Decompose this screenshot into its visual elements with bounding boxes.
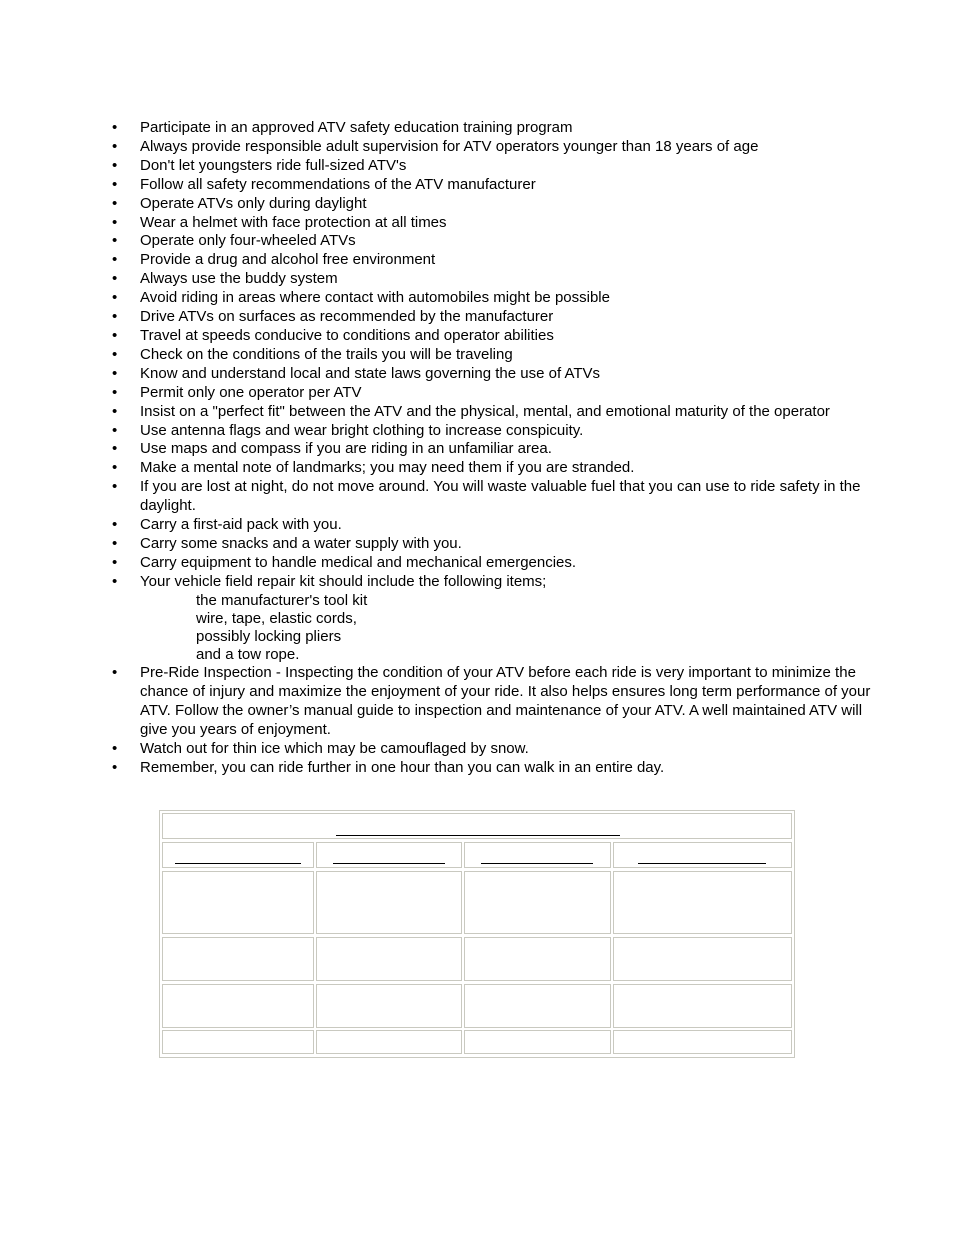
bullet-icon: • [112,478,118,496]
list-item-text: Operate only four-wheeled ATVs [140,232,356,250]
list-item [112,365,872,384]
list-item-text: Avoid riding in areas where contact with automobiles might be possible [140,289,610,307]
list-item [112,138,872,157]
header-underline [638,863,766,864]
header-underline [175,863,301,864]
list-item [112,573,872,665]
list-item [112,422,872,441]
bullet-icon: • [112,137,118,155]
safety-tips-list [112,119,872,778]
list-item [112,554,872,573]
list-item-text: Carry a first-aid pack with you. [140,516,342,534]
bullet-icon: • [112,740,118,758]
list-item [112,384,872,403]
list-item-text: Your vehicle field repair kit should include the following items; [140,572,547,590]
bullet-icon: • [112,326,118,344]
table-header-cell [613,842,792,868]
table-cell [464,984,611,1028]
repair-kit-item: and a tow rope. [196,646,300,664]
list-item [112,440,872,459]
list-item-text: Know and understand local and state laws governing the use of ATVs [140,364,601,382]
list-item [112,251,872,270]
table-cell [464,871,611,934]
bullet-icon: • [112,213,118,231]
bullet-icon: • [112,402,118,420]
bullet-icon: • [112,664,118,682]
bullet-icon: • [112,270,118,288]
list-item [112,346,872,365]
list-item [112,327,872,346]
table-cell [613,871,792,934]
header-underline [333,863,445,864]
empty-table [159,810,795,1058]
list-item-text: Carry some snacks and a water supply with you. [140,534,462,552]
table-cell [464,1030,611,1054]
bullet-icon: • [112,383,118,401]
list-item [112,535,872,554]
list-item-text: Insist on a "perfect fit" between the ATV and the physical, mental, and emotional maturity of the operator [140,402,830,420]
list-item [112,289,872,308]
table-cell [162,984,314,1028]
bullet-icon: • [112,516,118,534]
list-item-text: Permit only one operator per ATV [140,383,362,401]
list-item-text: Make a mental note of landmarks; you may need them if you are stranded. [140,459,635,477]
bullet-icon: • [112,251,118,269]
header-underline [481,863,593,864]
list-item [112,270,872,289]
list-item-text: Participate in an approved ATV safety education training program [140,119,573,136]
list-item [112,157,872,176]
bullet-icon: • [112,156,118,174]
list-item [112,459,872,478]
repair-kit-item: the manufacturer's tool kit [196,591,368,609]
list-item [112,119,872,138]
list-item [112,403,872,422]
list-item [112,195,872,214]
bullet-icon: • [112,232,118,250]
table-cell [162,937,314,981]
bullet-icon: • [112,194,118,212]
bullet-icon: • [112,308,118,326]
list-item-text: Pre-Ride Inspection - Inspecting the condition of your ATV before each ride is very important to minimize the chance of injury and maximize the enjoyment of your ride. It also helps ensures long term performance of your ATV. Follow the owner’s manual guide to inspection and maintenance of your ATV. A well maintained ATV will give you years of enjoyment. [140,664,871,739]
list-item-text: Operate ATVs only during daylight [140,194,367,212]
table-header-cell [464,842,611,868]
table-cell [464,937,611,981]
list-item [112,308,872,327]
bullet-icon: • [112,289,118,307]
list-item-text: Remember, you can ride further in one hour than you can walk in an entire day. [140,759,665,776]
title-underline [336,835,620,836]
list-item-text: Follow all safety recommendations of the ATV manufacturer [140,175,536,193]
list-item [112,176,872,195]
list-item-text: Use maps and compass if you are riding in an unfamiliar area. [140,440,552,458]
list-item-text: Check on the conditions of the trails you will be traveling [140,345,513,363]
list-item-text: Carry equipment to handle medical and mechanical emergencies. [140,553,577,571]
table-cell [316,871,462,934]
table-cell [613,1030,792,1054]
bullet-icon: • [112,759,118,776]
table-cell [316,937,462,981]
bullet-icon: • [112,345,118,363]
list-item [112,232,872,251]
bullet-icon: • [112,459,118,477]
repair-kit-item: wire, tape, elastic cords, [196,609,357,627]
bullet-icon: • [112,119,118,136]
list-item [112,214,872,233]
list-item [112,759,872,778]
table-cell [162,871,314,934]
table-cell [162,1030,314,1054]
repair-kit-list [140,592,872,665]
list-item-text: Don't let youngsters ride full-sized ATV's [140,156,407,174]
bullet-icon: • [112,175,118,193]
repair-kit-item: possibly locking pliers [196,628,342,646]
list-item-text: Provide a drug and alcohol free environment [140,251,436,269]
list-item [112,478,872,516]
list-item-text: Drive ATVs on surfaces as recommended by the manufacturer [140,308,554,326]
bullet-icon: • [112,421,118,439]
table-cell [613,937,792,981]
table-header-cell [162,842,314,868]
list-item-text: Always provide responsible adult supervision for ATV operators younger than 18 years of age [140,137,759,155]
table-cell [316,984,462,1028]
table-cell [316,1030,462,1054]
list-item [112,516,872,535]
table-cell [613,984,792,1028]
list-item-text: Wear a helmet with face protection at all times [140,213,447,231]
bullet-icon: • [112,534,118,552]
list-item-text: Always use the buddy system [140,270,338,288]
list-item-text: If you are lost at night, do not move around. You will waste valuable fuel that you can use to ride safety in the daylight. [140,478,861,515]
list-item [112,664,872,740]
table-title-cell [162,813,792,839]
bullet-icon: • [112,553,118,571]
list-item-text: Use antenna flags and wear bright clothing to increase conspicuity. [140,421,584,439]
bullet-icon: • [112,440,118,458]
list-item-text: Travel at speeds conducive to conditions and operator abilities [140,326,554,344]
bullet-icon: • [112,364,118,382]
table-header-cell [316,842,462,868]
list-item [112,740,872,759]
bullet-icon: • [112,572,118,590]
list-item-text: Watch out for thin ice which may be camouflaged by snow. [140,740,529,758]
